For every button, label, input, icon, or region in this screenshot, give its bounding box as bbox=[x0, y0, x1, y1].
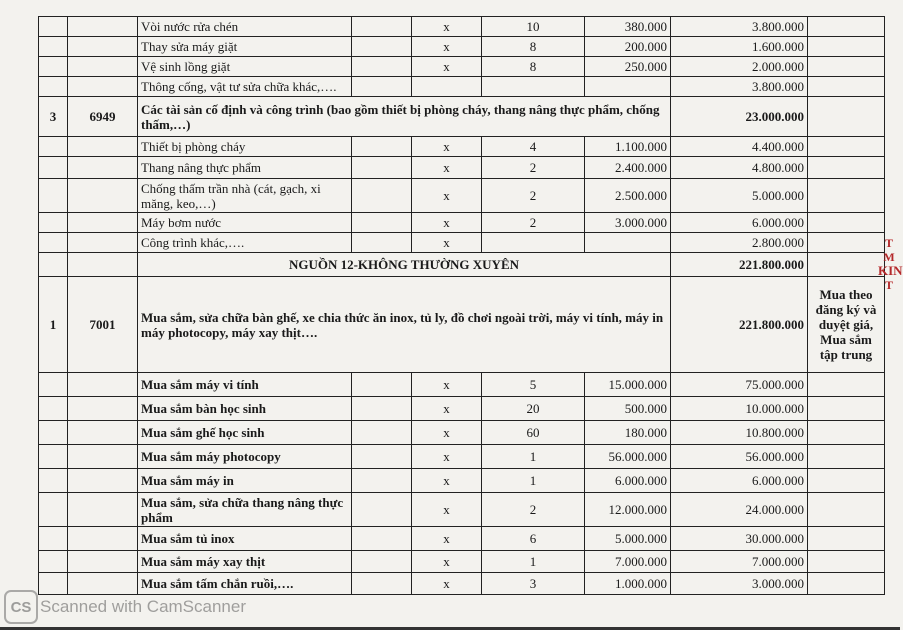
stt-cell bbox=[39, 57, 68, 77]
unit-cell: x bbox=[412, 469, 482, 493]
unit-cell: x bbox=[412, 179, 482, 213]
stt-cell bbox=[39, 527, 68, 551]
source-label: NGUỒN 12-KHÔNG THƯỜNG XUYÊN bbox=[138, 253, 671, 277]
total-cell: 4.800.000 bbox=[671, 157, 808, 179]
note-cell bbox=[808, 233, 885, 253]
unit-cell: x bbox=[412, 213, 482, 233]
price-cell: 6.000.000 bbox=[585, 469, 671, 493]
item-row bbox=[39, 77, 885, 97]
code-cell bbox=[68, 213, 138, 233]
item-name: Mua sắm tủ inox bbox=[138, 527, 352, 551]
unit-cell: x bbox=[412, 17, 482, 37]
spacer-cell bbox=[352, 469, 412, 493]
stt-cell bbox=[39, 179, 68, 213]
item-name: Mua sắm bàn học sinh bbox=[138, 397, 352, 421]
total-cell: 7.000.000 bbox=[671, 551, 808, 573]
note-cell bbox=[808, 57, 885, 77]
unit-cell: x bbox=[412, 57, 482, 77]
item-name: Vòi nước rửa chén bbox=[138, 17, 352, 37]
code-cell bbox=[68, 137, 138, 157]
spacer-cell bbox=[352, 77, 412, 97]
price-cell bbox=[585, 77, 671, 97]
spacer-cell bbox=[352, 137, 412, 157]
spacer-cell bbox=[352, 527, 412, 551]
note-cell bbox=[808, 373, 885, 397]
code-cell bbox=[68, 179, 138, 213]
budget-table bbox=[38, 16, 885, 595]
code-cell bbox=[68, 37, 138, 57]
price-cell: 180.000 bbox=[585, 421, 671, 445]
spacer-cell bbox=[352, 157, 412, 179]
qty-cell: 2 bbox=[482, 213, 585, 233]
qty-cell: 2 bbox=[482, 157, 585, 179]
spacer-cell bbox=[352, 17, 412, 37]
qty-cell bbox=[482, 233, 585, 253]
price-cell: 2.400.000 bbox=[585, 157, 671, 179]
item-row bbox=[39, 17, 885, 37]
unit-cell: x bbox=[412, 493, 482, 527]
qty-cell: 6 bbox=[482, 527, 585, 551]
spacer-cell bbox=[352, 213, 412, 233]
code-cell bbox=[68, 469, 138, 493]
spacer-cell bbox=[352, 573, 412, 595]
qty-cell: 60 bbox=[482, 421, 585, 445]
price-cell: 5.000.000 bbox=[585, 527, 671, 551]
qty-cell: 1 bbox=[482, 445, 585, 469]
total-cell: 56.000.000 bbox=[671, 445, 808, 469]
section-total: 221.800.000 bbox=[671, 277, 808, 373]
stt-cell bbox=[39, 551, 68, 573]
stamp-text: M bbox=[883, 250, 895, 264]
item-name: Mua sắm, sửa chữa thang nâng thực phẩm bbox=[138, 493, 352, 527]
code-cell bbox=[68, 157, 138, 179]
note-cell bbox=[808, 17, 885, 37]
note-cell bbox=[808, 493, 885, 527]
stt-cell bbox=[39, 17, 68, 37]
code-cell bbox=[68, 233, 138, 253]
price-cell: 3.000.000 bbox=[585, 213, 671, 233]
stt-cell bbox=[39, 253, 68, 277]
item-row bbox=[39, 179, 885, 213]
total-cell: 1.600.000 bbox=[671, 37, 808, 57]
unit-cell: x bbox=[412, 37, 482, 57]
stt-cell bbox=[39, 445, 68, 469]
item-row bbox=[39, 527, 885, 551]
source-total: 221.800.000 bbox=[671, 253, 808, 277]
qty-cell: 8 bbox=[482, 57, 585, 77]
watermark-text: Scanned with CamScanner bbox=[40, 597, 247, 616]
qty-cell: 1 bbox=[482, 469, 585, 493]
unit-cell: x bbox=[412, 233, 482, 253]
stt-cell bbox=[39, 233, 68, 253]
spacer-cell bbox=[352, 37, 412, 57]
stamp-text: T bbox=[884, 278, 893, 292]
qty-cell: 4 bbox=[482, 137, 585, 157]
total-cell: 5.000.000 bbox=[671, 179, 808, 213]
item-row bbox=[39, 57, 885, 77]
spacer-cell bbox=[352, 421, 412, 445]
unit-cell: x bbox=[412, 421, 482, 445]
item-name: Thiết bị phòng cháy bbox=[138, 137, 352, 157]
item-name: Mua sắm máy xay thịt bbox=[138, 551, 352, 573]
stt-cell bbox=[39, 37, 68, 57]
qty-cell: 5 bbox=[482, 373, 585, 397]
item-name: Thang nâng thực phẩm bbox=[138, 157, 352, 179]
note-cell bbox=[808, 527, 885, 551]
note-cell bbox=[808, 213, 885, 233]
total-cell: 3.000.000 bbox=[671, 573, 808, 595]
qty-cell: 2 bbox=[482, 179, 585, 213]
item-name: Công trình khác,…. bbox=[138, 233, 352, 253]
spacer-cell bbox=[352, 179, 412, 213]
total-cell: 3.800.000 bbox=[671, 17, 808, 37]
section-code: 7001 bbox=[68, 277, 138, 373]
stt-cell bbox=[39, 213, 68, 233]
price-cell: 56.000.000 bbox=[585, 445, 671, 469]
section-stt: 3 bbox=[39, 97, 68, 137]
total-cell: 6.000.000 bbox=[671, 469, 808, 493]
note-cell bbox=[808, 77, 885, 97]
camscanner-watermark bbox=[4, 590, 246, 624]
code-cell bbox=[68, 57, 138, 77]
total-cell: 2.000.000 bbox=[671, 57, 808, 77]
stt-cell bbox=[39, 493, 68, 527]
item-row bbox=[39, 551, 885, 573]
item-name: Mua sắm máy photocopy bbox=[138, 445, 352, 469]
spacer-cell bbox=[352, 57, 412, 77]
price-cell: 1.100.000 bbox=[585, 137, 671, 157]
item-row bbox=[39, 137, 885, 157]
item-row bbox=[39, 421, 885, 445]
total-cell: 75.000.000 bbox=[671, 373, 808, 397]
section-code: 6949 bbox=[68, 97, 138, 137]
item-row bbox=[39, 37, 885, 57]
spacer-cell bbox=[352, 551, 412, 573]
item-row bbox=[39, 233, 885, 253]
price-cell: 500.000 bbox=[585, 397, 671, 421]
code-cell bbox=[68, 551, 138, 573]
item-row bbox=[39, 445, 885, 469]
section-title: Mua sắm, sửa chữa bàn ghế, xe chia thức ăn inox, tủ ly, đồ chơi ngoài trời, máy vi tính, máy in máy photocopy, máy xay thịt…. bbox=[138, 277, 671, 373]
section-3-row bbox=[39, 97, 885, 137]
spacer-cell bbox=[352, 397, 412, 421]
price-cell: 15.000.000 bbox=[585, 373, 671, 397]
item-name: Thay sửa máy giặt bbox=[138, 37, 352, 57]
stt-cell bbox=[39, 397, 68, 421]
code-cell bbox=[68, 493, 138, 527]
item-row bbox=[39, 493, 885, 527]
red-stamp-fragment bbox=[878, 236, 903, 332]
stt-cell bbox=[39, 77, 68, 97]
price-cell: 7.000.000 bbox=[585, 551, 671, 573]
total-cell: 3.800.000 bbox=[671, 77, 808, 97]
total-cell: 6.000.000 bbox=[671, 213, 808, 233]
qty-cell: 20 bbox=[482, 397, 585, 421]
item-row bbox=[39, 397, 885, 421]
camscanner-logo-icon: CS bbox=[4, 590, 38, 624]
price-cell bbox=[585, 233, 671, 253]
total-cell: 4.400.000 bbox=[671, 137, 808, 157]
note-cell: Mua theo đăng ký và duyệt giá, Mua sắm tập trung bbox=[808, 277, 885, 373]
price-cell: 1.000.000 bbox=[585, 573, 671, 595]
code-cell bbox=[68, 77, 138, 97]
stamp-text: KIN bbox=[878, 263, 903, 278]
note-cell bbox=[808, 179, 885, 213]
item-name: Chống thấm trần nhà (cát, gạch, xi măng, keo,…) bbox=[138, 179, 352, 213]
qty-cell: 3 bbox=[482, 573, 585, 595]
unit-cell: x bbox=[412, 373, 482, 397]
note-cell bbox=[808, 97, 885, 137]
total-cell: 10.000.000 bbox=[671, 397, 808, 421]
stt-cell bbox=[39, 421, 68, 445]
unit-cell: x bbox=[412, 397, 482, 421]
item-name: Mua sắm ghế học sinh bbox=[138, 421, 352, 445]
code-cell bbox=[68, 445, 138, 469]
item-row bbox=[39, 373, 885, 397]
unit-cell: x bbox=[412, 137, 482, 157]
note-cell bbox=[808, 253, 885, 277]
unit-cell: x bbox=[412, 573, 482, 595]
stamp-text: T bbox=[884, 236, 893, 250]
qty-cell: 1 bbox=[482, 551, 585, 573]
unit-cell: x bbox=[412, 445, 482, 469]
qty-cell: 8 bbox=[482, 37, 585, 57]
item-name: Thông cống, vật tư sửa chữa khác,…. bbox=[138, 77, 352, 97]
spacer-cell bbox=[352, 233, 412, 253]
item-row bbox=[39, 213, 885, 233]
note-cell bbox=[808, 397, 885, 421]
unit-cell: x bbox=[412, 527, 482, 551]
note-cell bbox=[808, 37, 885, 57]
qty-cell: 2 bbox=[482, 493, 585, 527]
item-name: Mua sắm máy vi tính bbox=[138, 373, 352, 397]
spacer-cell bbox=[352, 373, 412, 397]
code-cell bbox=[68, 373, 138, 397]
price-cell: 12.000.000 bbox=[585, 493, 671, 527]
qty-cell bbox=[482, 77, 585, 97]
price-cell: 250.000 bbox=[585, 57, 671, 77]
price-cell: 200.000 bbox=[585, 37, 671, 57]
source-12-row bbox=[39, 253, 885, 277]
unit-cell: x bbox=[412, 551, 482, 573]
section-stt: 1 bbox=[39, 277, 68, 373]
note-cell bbox=[808, 137, 885, 157]
item-row bbox=[39, 157, 885, 179]
qty-cell: 10 bbox=[482, 17, 585, 37]
section-total: 23.000.000 bbox=[671, 97, 808, 137]
stt-cell bbox=[39, 373, 68, 397]
section-title: Các tài sản cố định và công trình (bao gồm thiết bị phòng cháy, thang nâng thực phẩm, chống thấm,…) bbox=[138, 97, 671, 137]
item-name: Máy bơm nước bbox=[138, 213, 352, 233]
note-cell bbox=[808, 157, 885, 179]
total-cell: 10.800.000 bbox=[671, 421, 808, 445]
note-cell bbox=[808, 573, 885, 595]
note-cell bbox=[808, 469, 885, 493]
item-name: Mua sắm máy in bbox=[138, 469, 352, 493]
price-cell: 380.000 bbox=[585, 17, 671, 37]
total-cell: 2.800.000 bbox=[671, 233, 808, 253]
item-name: Vệ sinh lồng giặt bbox=[138, 57, 352, 77]
note-cell bbox=[808, 421, 885, 445]
spacer-cell bbox=[352, 445, 412, 469]
item-name: Mua sắm tấm chắn ruồi,…. bbox=[138, 573, 352, 595]
code-cell bbox=[68, 17, 138, 37]
unit-cell: x bbox=[412, 157, 482, 179]
total-cell: 30.000.000 bbox=[671, 527, 808, 551]
total-cell: 24.000.000 bbox=[671, 493, 808, 527]
unit-cell bbox=[412, 77, 482, 97]
section-1-row bbox=[39, 277, 885, 373]
item-row bbox=[39, 469, 885, 493]
code-cell bbox=[68, 527, 138, 551]
spacer-cell bbox=[352, 493, 412, 527]
stt-cell bbox=[39, 137, 68, 157]
stt-cell bbox=[39, 157, 68, 179]
code-cell bbox=[68, 421, 138, 445]
code-cell bbox=[68, 397, 138, 421]
code-cell bbox=[68, 253, 138, 277]
stt-cell bbox=[39, 469, 68, 493]
note-cell bbox=[808, 551, 885, 573]
note-cell bbox=[808, 445, 885, 469]
price-cell: 2.500.000 bbox=[585, 179, 671, 213]
